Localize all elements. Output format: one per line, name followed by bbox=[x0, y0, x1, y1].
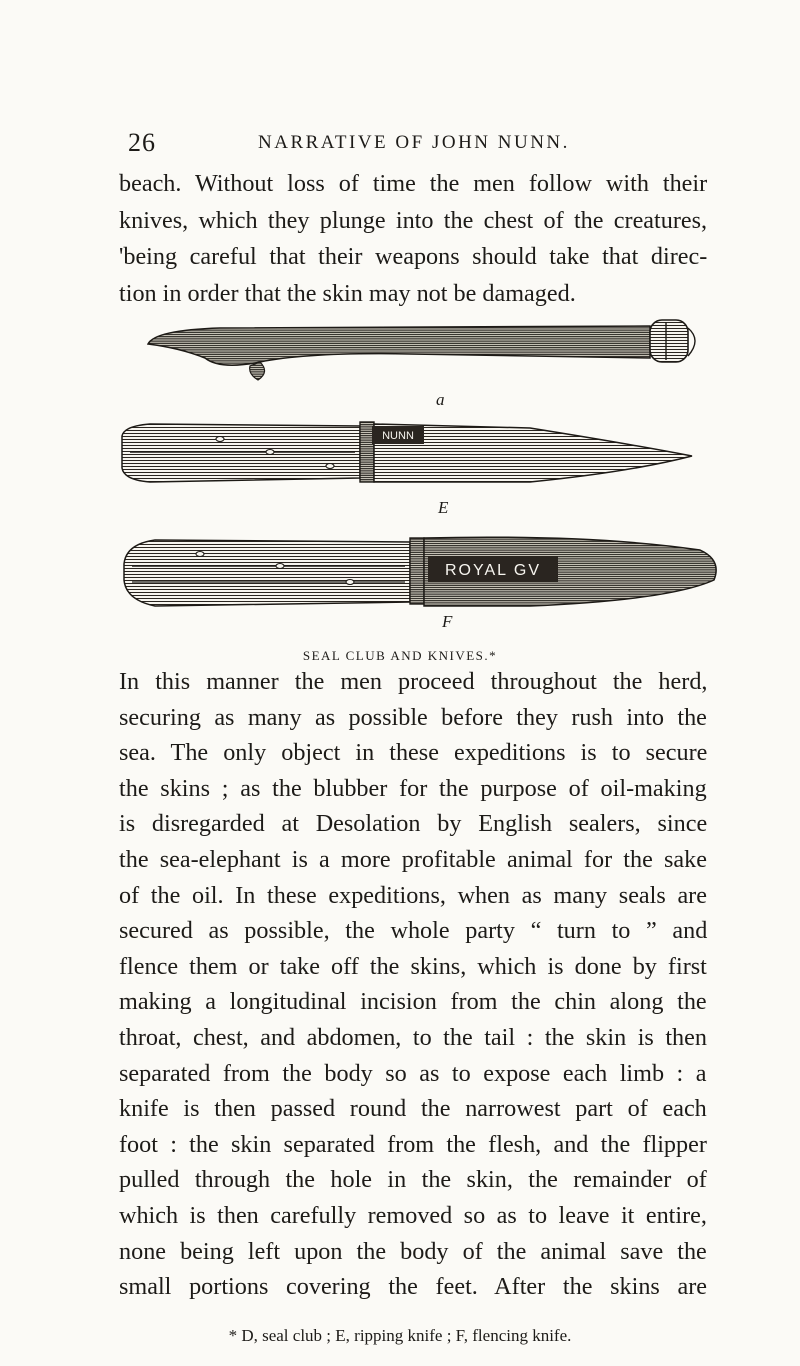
text-line: the sea-elephant is a more profitable animal for the sake bbox=[119, 845, 707, 873]
text-line: knife is then passed round the narrowest part of each bbox=[119, 1095, 707, 1123]
text-line: securing as many as possible before they rush into the bbox=[119, 703, 707, 731]
text-line: none being left upon the body of the animal save the bbox=[119, 1237, 707, 1265]
text-line: tion in order that the skin may not be damaged. bbox=[119, 279, 576, 307]
flencing-knife-drawing bbox=[124, 537, 716, 606]
ripping-knife-maker-mark: NUNN bbox=[382, 430, 414, 442]
paragraph-1 bbox=[119, 166, 707, 312]
text-line: separated from the body so as to expose each limb : a bbox=[119, 1059, 707, 1087]
text-line: beach. Without loss of time the men follow with their bbox=[119, 170, 708, 197]
text-line: pulled through the hole in the skin, the remainder of bbox=[119, 1166, 707, 1194]
text-line: small portions covering the feet. After the skins are bbox=[119, 1273, 708, 1301]
page-number: 26 bbox=[128, 128, 156, 157]
text-line: making a longitudinal incision from the chin along the bbox=[119, 988, 707, 1016]
seal-club-and-knives-figure bbox=[110, 318, 730, 631]
text-line: In this manner the men proceed throughout the herd, bbox=[119, 668, 708, 695]
running-head: NARRATIVE OF JOHN NUNN. bbox=[258, 132, 570, 153]
text-line: knives, which they plunge into the chest of the creatures, bbox=[119, 206, 708, 234]
text-line: is disregarded at Desolation by English sealers, since bbox=[119, 810, 708, 838]
text-line: which is then carefully removed so as to leave it entire, bbox=[119, 1201, 707, 1229]
ripping-knife-drawing bbox=[122, 422, 692, 482]
figure-caption: SEAL CLUB AND KNIVES.* bbox=[302, 648, 498, 663]
text-line: sea. The only object in these expeditions is to secure bbox=[119, 739, 708, 767]
text-line: flence them or take off the skins, which is done by first bbox=[119, 952, 707, 980]
text-line: throat, chest, and abdomen, to the tail : the skin is then bbox=[119, 1023, 707, 1051]
footnote: * D, seal club ; E, ripping knife ; F, flencing knife. bbox=[228, 1326, 572, 1345]
seal-club-drawing bbox=[148, 320, 695, 380]
text-line: 'being careful that their weapons should take that direc- bbox=[119, 243, 708, 270]
figure-engraving bbox=[110, 318, 730, 618]
text-line: the skins ; as the blubber for the purpose of oil-making bbox=[119, 774, 707, 802]
text-line: of the oil. In these expeditions, when as many seals are bbox=[119, 881, 707, 909]
text-line: secured as possible, the whole party “ turn to ” and bbox=[119, 917, 708, 945]
figure-label-f: F bbox=[442, 612, 453, 631]
figure-label-d: a bbox=[436, 390, 445, 409]
text-line: foot : the skin separated from the flesh, and the flipper bbox=[119, 1130, 707, 1158]
flencing-knife-stamp: ROYAL GV bbox=[444, 562, 542, 579]
figure-label-e: E bbox=[438, 498, 449, 517]
page-header bbox=[0, 124, 800, 164]
paragraph-2 bbox=[119, 664, 707, 1305]
